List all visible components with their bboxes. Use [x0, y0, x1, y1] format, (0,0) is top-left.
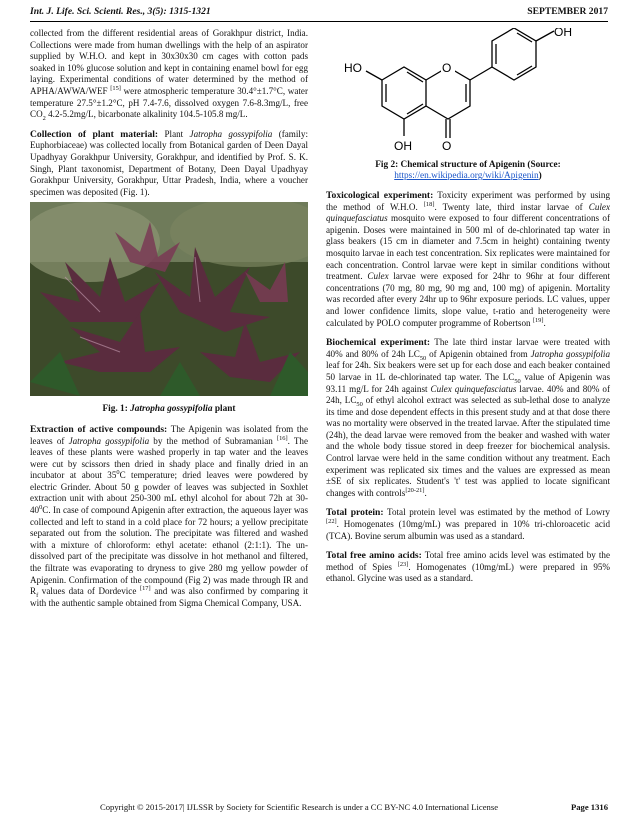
subscript: f — [36, 592, 39, 600]
copyright-notice: Copyright © 2015-2017| IJLSSR by Society for Scientific Research is under a CC BY-NC 4.0 International License — [100, 802, 499, 812]
text-run: of Apigenin obtained from — [426, 348, 531, 359]
text-run: and was also confirmed by comparing it with the authentic sample obtained from Sigma Chemical Company, USA. — [30, 586, 308, 608]
page-footer — [30, 802, 608, 814]
paragraph-biochemical — [326, 337, 610, 499]
section-heading: Total protein: — [326, 507, 384, 519]
text-run: larvae. 40% and 80% of 24h, LC — [326, 383, 610, 406]
text-run: leaf for 24h. Six beakers were set up for each dose and each beaker contained 50 larvae in 1L de-chlorinated tap water. The LC — [326, 360, 610, 382]
text-run: were atmospheric temperature 30.4°±1.7°C, water temperature 27.5°±1.2°C, pH 7.4-7.6, dissolved oxygen 7.6-8.3mg/L, free CO — [30, 85, 308, 120]
citation: [23] — [397, 560, 409, 568]
superscript: 0 — [39, 504, 43, 512]
paragraph-total-protein — [326, 507, 610, 542]
text-run: Toxicity experiment was performed by using the method of W.H.O. — [326, 190, 610, 212]
jatropha-plant-photo — [30, 202, 308, 396]
text-run: Total protein level was estimated by the method of Lowry — [383, 507, 610, 518]
text-run: of ethyl alcohol extract was selected as sub-lethal dose to analyze its time and dose dependent effects in this present study and at that dose there was no mortality were observed in the treated larvae. After the stipulated time (24h), the dead larvae were removed from the beaker and washed with water and the whole body tissue stored in deep freezer for biochemical analysis. Control larvae were held in the same condition without any treatment. Each experiment was replicated six times and the values are expressed as mean ±SE of six replicates. Student's 't' test was applied to locate significant changes with controls — [326, 395, 610, 498]
right-column — [326, 28, 610, 585]
text-run: Total free amino acids level was estimated by the method of Spies — [326, 550, 610, 572]
paragraph-extraction — [30, 424, 308, 610]
text-run: by the method of Subramanian — [149, 435, 277, 446]
paragraph-amino-acids — [326, 550, 610, 585]
text-run: . Homogenates (10mg/mL) was prepared in 10% tri-chloroacetic acid (TCA). Bovine serum albumin was used as a standard. — [326, 519, 610, 541]
paragraph-mosquito-collection — [30, 28, 308, 121]
page-number: Page 1316 — [571, 802, 608, 812]
apigenin-structure-diagram — [326, 28, 610, 158]
issue-date: SEPTEMBER 2017 — [527, 6, 608, 17]
species-name: Culex — [367, 271, 389, 282]
text-run: mosquito were exposed to four different concentrations of apigenin. Doses were maintained in 500 ml of de-chlorinated tap water in glass beakers (15 cm in diameter and 7.5cm in height) containing twenty mosquito larvae in each test concentration. Six replicates were maintained for each concentration. Control larvae were kept in similar conditions without treatment. — [326, 213, 610, 282]
section-heading: Total free amino acids: — [326, 550, 422, 562]
text-run: (family: Euphorbiaceae) was collected locally from Botanical garden of Deen Dayal Upadhyay Gorakhpur University, Gorakhpur, and identified by Prof. S. K. Singh, Plant taxonomist, Department of Botany, Deen Dayal Upadhyay Gorakhpur University, Gorakhpur, Uttar Pradesh, India, where a voucher specimen was deposited (Fig. 1). — [30, 128, 309, 197]
text-run: collected from the different residential areas of Gorakhpur district, India. Collections were made from human dwellings with the help of an aspirator supplied by W.H.O. and kept in 30x30x30 cm cages with cotton pads soaked in 10% glucose solution and kept in containing enamel bowl for egg laying. Experimental conditions of water determined by the method of APHA/AWWA/WEF — [30, 28, 308, 96]
text-run: Plant — [158, 128, 190, 139]
section-heading: Extraction of active compounds: — [30, 423, 168, 435]
text-run: Fig 2: Chemical structure of Apigenin (Source: — [375, 160, 561, 170]
text-run: plant — [212, 404, 236, 415]
text-run: . Twenty late, third instar larvae of — [434, 201, 589, 212]
text-run: C temperature; dried leaves were powdered by electric Grinder. About 50 g powder of leaves was subjected in Soxhlet extraction unit with about 250-300 mL ethyl alcohol for about 72h at 30-40 — [30, 470, 308, 516]
species-name: Culex quinquefasciatus — [430, 383, 517, 394]
figure-2-caption — [326, 160, 610, 182]
text-run: values data of Dordevice — [38, 586, 140, 597]
species-name: Jatropha gossypifolia — [189, 128, 273, 139]
journal-citation: Int. J. Life. Sci. Scienti. Res., 3(5): 1315-1321 — [30, 6, 211, 17]
source-link[interactable]: https://en.wikipedia.org/wiki/Apigenin — [394, 171, 539, 181]
subscript: 50 — [514, 377, 521, 385]
citation: [16] — [276, 434, 288, 442]
hydroxyl-label-top: OH — [554, 28, 572, 39]
citation: [17] — [139, 585, 151, 593]
figure-1-caption — [30, 404, 308, 416]
superscript: 0 — [116, 469, 120, 477]
subscript: 50 — [356, 400, 363, 408]
text-run: ) — [538, 171, 542, 181]
text-run: . — [424, 487, 427, 498]
citation: [22] — [326, 518, 337, 525]
citation: [15] — [110, 84, 121, 92]
section-heading: Biochemical experiment: — [326, 337, 431, 349]
text-run: . Homogenates (10mg/mL) were prepared in 95% ethanol. Glycine was used as a standard. — [326, 561, 610, 584]
section-heading: Collection of plant material: — [30, 128, 159, 140]
text-run: The Apigenin was isolated from the leaves of — [30, 423, 309, 446]
carbonyl-oxygen-label: O — [442, 139, 452, 153]
species-name: Culex quinquefasciatus — [326, 201, 610, 224]
subscript: 50 — [419, 354, 427, 362]
citation: [20-21] — [405, 486, 425, 494]
text-run: The late third instar larvae were treated with 40% and 80% of 24h LC — [326, 337, 610, 359]
section-heading: Toxicological experiment: — [326, 190, 434, 201]
subscript: 2 — [42, 114, 46, 122]
text-run: 4.2-5.2mg/L, bicarbonate alkalinity 104.5-105.8 mg/L. — [45, 109, 248, 120]
text-run: . The leaves of these plants were washed properly in tap water and the leaves were cut by scissors then dried in shady place and finally dried in an incubator at about 35 — [30, 435, 309, 481]
header-rule — [30, 21, 608, 22]
left-column — [30, 28, 308, 609]
species-name: Jatropha gossypifolia — [130, 404, 213, 415]
text-run: . — [543, 317, 546, 328]
text-run: larvae were exposed for 24hr to 96hr at four different concentrations (70 mg, 80 mg, 90 mg and, 100 mg) of apigenin. Mortality was recorded after every 24hr up to 96hr exposure periods. LC values, upper and lower confidence limits, slope value, t-ratio and heterogeneity were calculated by POLO computer programme of Robertson — [326, 271, 611, 328]
citation: [18] — [423, 200, 435, 208]
species-name: Jatropha gossypifolia — [68, 435, 150, 446]
paragraph-plant-collection — [30, 129, 308, 199]
running-header — [30, 6, 608, 20]
text-run: value of Apigenin was 93.11 mg/L for 24h against — [326, 371, 610, 394]
paragraph-toxicological — [326, 190, 610, 329]
text-run: Fig. 1: — [102, 404, 131, 415]
species-name: Jatropha gossypifolia — [530, 348, 610, 359]
hydroxyl-label-bottom: OH — [394, 139, 412, 153]
hydroxyl-label-left: HO — [344, 61, 362, 75]
text-run: C. In case of compound Apigenin after extraction, the aqueous layer was collected and left to stand in a cold place for 72 hours; a yellow precipitate separated out from the solution. The precipitate was filtered and washed with a mixture of chloroform: ethyl acetate: ethanol (2:1:1). The un-dissolved part of the precipitate was dissolve in hot methanol and filtered, the filtrate was evaporating to dryness to give 280 mg yellow powder of Apigenin. Confirmation of the compound (Fig 2) was made through IR and R — [30, 505, 308, 597]
citation: [19] — [532, 316, 544, 324]
ring-oxygen-label: O — [442, 61, 452, 75]
